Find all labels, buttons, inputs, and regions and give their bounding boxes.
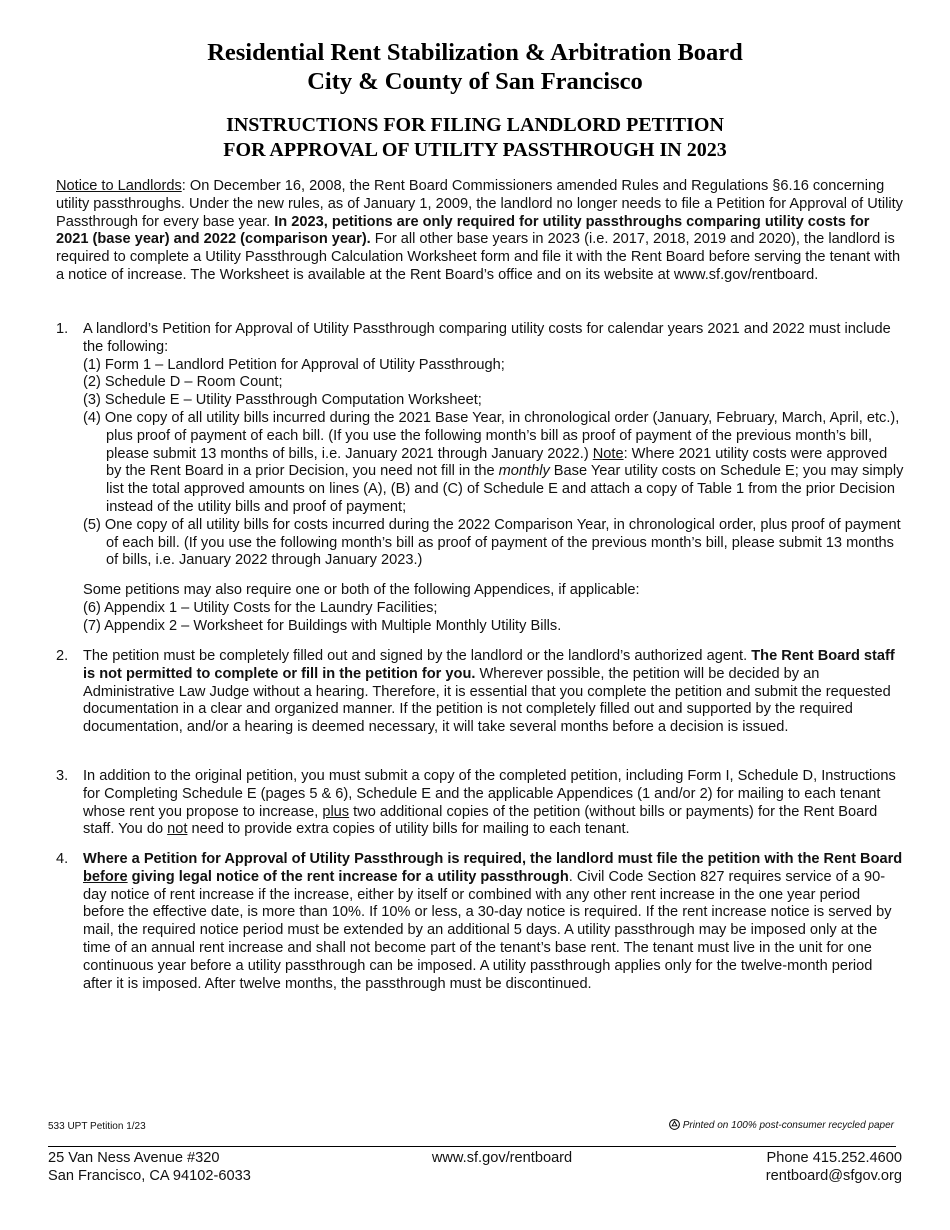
instruction-item-4	[56, 851, 904, 993]
instruction-item-2	[56, 648, 904, 737]
requirement-6: (6) Appendix 1 – Utility Costs for the Laundry Facilities;	[83, 599, 438, 616]
organization-jurisdiction: City & County of San Francisco	[307, 68, 643, 95]
item-3-text-1: In addition to the original petition, you must submit a copy of the completed petition, including Form I, Schedule D, Instructions for Completing Schedule E (pages 5 & 6), Schedule E and the applicable Appendices (1 and/or 2) for mailing to each tenant whose rent you propose to increase,	[83, 768, 896, 820]
document-title-line-1: INSTRUCTIONS FOR FILING LANDLORD PETITION	[226, 114, 724, 136]
organization-header	[0, 38, 950, 96]
requirement-5: (5) One copy of all utility bills for costs incurred during the 2022 Comparison Year, in chronological order, plus proof of payment of each bill. (If you use the following month’s bill as proof of payment of the previous month’s bill, please submit 13 months of bills, i.e. January 2022 through January 2023.)	[83, 516, 901, 569]
item-2-text-2: Wherever possible, the petition will be decided by an Administrative Law Judge without a hearing. Therefore, it is essential that you complete the petition and submit the requested documentation in a clear and organized manner. If the petition is not completely filled out and supported by the required documentation, and/or a hearing is deemed necessary, it will take several months before a decision is issued.	[83, 665, 891, 736]
requirement-4	[83, 410, 904, 517]
notice-to-landlords	[56, 178, 904, 285]
notice-bold-text: In 2023, petitions are only required for utility passthroughs comparing utility costs for 2021 (base year) and 2022 (comparison year).	[56, 213, 870, 248]
item-number: 1.	[56, 321, 69, 337]
item-3-text-2: two additional copies of the petition (without bills or payments) for the Rent Board staff. You do	[83, 803, 878, 838]
item-number: 3.	[56, 768, 69, 784]
footer-divider	[48, 1146, 896, 1147]
recycled-notice	[669, 1119, 894, 1131]
item-3-underline-plus: plus	[322, 803, 350, 820]
requirement-4-text-c: Base Year utility costs on Schedule E; you may simply list the total approved amounts on lines (A), (B) and (C) of Schedule E and attach a copy of Table 1 from the prior Decision instead of the utility bills and proof of payment;	[106, 463, 904, 515]
item-number: 2.	[56, 648, 69, 664]
requirement-2: (2) Schedule D – Room Count;	[83, 374, 283, 391]
item-1-intro: A landlord’s Petition for Approval of Utility Passthrough comparing utility costs for calendar years 2021 and 2022 must include the following:	[83, 321, 891, 355]
footer-phone: Phone 415.252.4600	[766, 1150, 902, 1166]
requirement-1: (1) Form 1 – Landlord Petition for Approval of Utility Passthrough;	[83, 356, 505, 373]
requirement-4-italic: monthly	[498, 463, 550, 480]
recycled-text: Printed on 100% post-consumer recycled paper	[682, 1120, 894, 1131]
requirement-4-note: Note	[592, 445, 624, 462]
form-code: 533 UPT Petition 1/23	[48, 1121, 146, 1132]
notice-label: Notice to Landlords	[56, 178, 182, 194]
document-title-line-2: FOR APPROVAL OF UTILITY PASSTHROUGH IN 2023	[223, 138, 727, 161]
item-2-bold: The Rent Board staff is not permitted to complete or fill in the petition for you.	[83, 648, 895, 682]
requirement-4-text-b: : Where 2021 utility costs were approved by the Rent Board in a prior Decision, you need not fill in the	[106, 445, 888, 480]
address-line-2: San Francisco, CA 94102-6033	[48, 1167, 251, 1184]
item-number: 4.	[56, 851, 69, 867]
notice-text-2: For all other base years in 2023 (i.e. 2017, 2018, 2019 and 2020), the landlord is required to complete a Utility Passthrough Calculation Worksheet form and file it with the Rent Board before serving the tenant with a notice of increase. The Worksheet is available at the Rent Board’s office and on its website at www.sf.gov/rentboard.	[56, 231, 901, 283]
footer-email: rentboard@sfgov.org	[765, 1167, 902, 1184]
item-4-bold-2: giving legal notice of the rent increase for a utility passthrough	[127, 868, 569, 885]
appendix-intro: Some petitions may also require one or both of the following Appendices, if applicable:	[83, 582, 640, 599]
requirement-7: (7) Appendix 2 – Worksheet for Buildings with Multiple Monthly Utility Bills.	[83, 617, 562, 634]
footer-website: www.sf.gov/rentboard	[431, 1150, 573, 1166]
item-3-text-3: need to provide extra copies of utility bills for mailing to each tenant.	[187, 821, 630, 838]
recycle-icon	[669, 1119, 680, 1130]
item-3-underline-not: not	[167, 821, 188, 838]
requirement-4-text-a: (4) One copy of all utility bills incurred during the 2021 Base Year, in chronological order (January, February, March, April, etc.), plus proof of payment of each bill. (If you use the following month’s bill as proof of payment of the previous month’s bill, please submit 13 months of bills, i.e. January 2021 through January 2022.)	[83, 409, 900, 462]
item-4-text: . Civil Code Section 827 requires service of a 90-day notice of rent increase if the increase, either by itself or combined with any other rent increase in the one year period before the effective date, is more than 10%. If 10% or less, a 30-day notice is required. If the rent increase notice is served by mail, the required notice period must be extended by an additional 5 days. A utility passthrough may be imposed only at the time of an annual rent increase and shall not become part of the tenant’s base rent. The tenant must live in the unit for one continuous year before a utility passthrough can be imposed. A utility passthrough applies only for the twelve-month period after it is imposed. After twelve months, the passthrough must be discontinued.	[83, 868, 892, 992]
item-4-bold-1: Where a Petition for Approval of Utility Passthrough is required, the landlord must file the petition with the Rent Board	[83, 851, 903, 867]
document-title	[0, 113, 950, 162]
organization-name: Residential Rent Stabilization & Arbitration Board	[207, 39, 743, 66]
instruction-item-3	[56, 768, 904, 839]
item-2-text-1: The petition must be completely filled out and signed by the landlord or the landlord’s authorized agent.	[83, 648, 752, 664]
notice-text-1: : On December 16, 2008, the Rent Board Commissioners amended Rules and Regulations §6.16 concerning utility passthroughs. Under the new rules, as of January 1, 2009, the landlord no longer needs to file a Petition for Approval of Utility Passthrough for every base year.	[56, 178, 903, 230]
instruction-item-1	[56, 321, 904, 636]
requirement-3: (3) Schedule E – Utility Passthrough Computation Worksheet;	[83, 392, 482, 409]
address-line-1: 25 Van Ness Avenue #320	[48, 1150, 220, 1166]
item-4-bold-underline: before	[83, 868, 128, 885]
footer-contact	[766, 1150, 902, 1186]
